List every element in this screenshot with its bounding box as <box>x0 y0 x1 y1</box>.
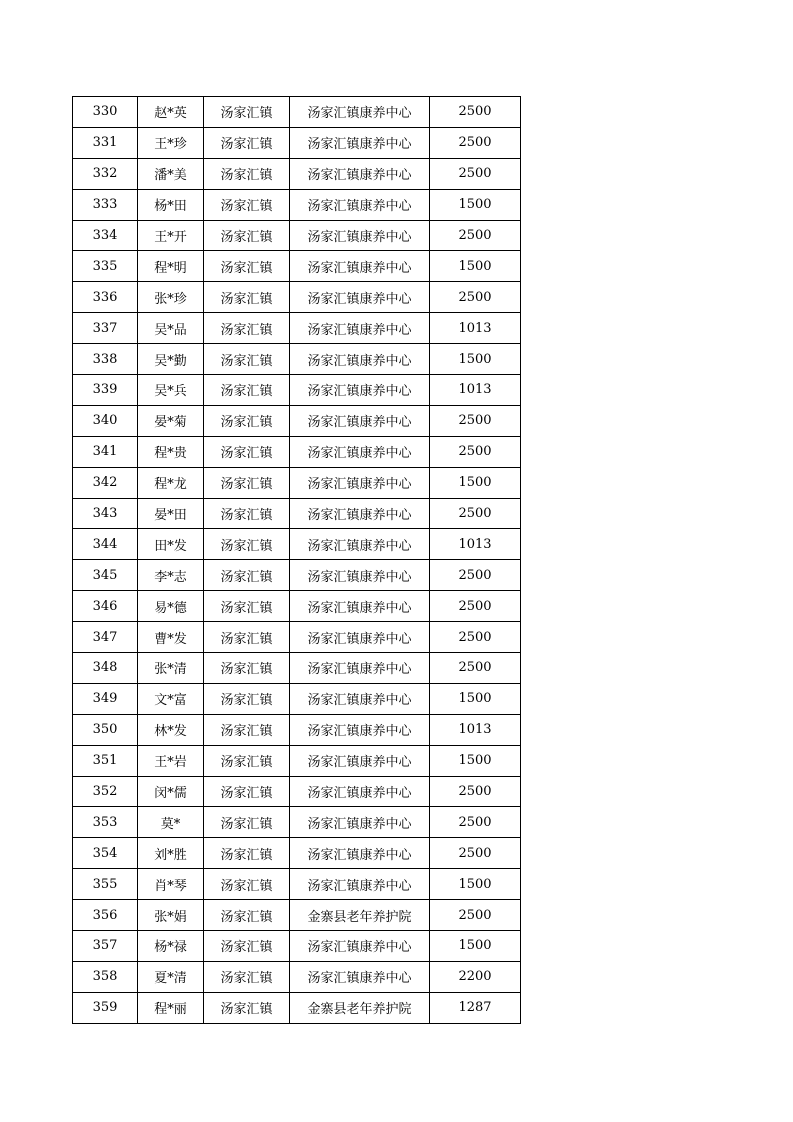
table-row <box>73 313 521 344</box>
cell-town: 汤家汇镇 <box>204 961 290 992</box>
table-row <box>73 560 521 591</box>
cell-institution: 汤家汇镇康养中心 <box>290 158 430 189</box>
cell-town: 汤家汇镇 <box>204 251 290 282</box>
cell-name: 张*娟 <box>138 900 204 931</box>
table-row <box>73 405 521 436</box>
cell-number: 356 <box>73 900 138 931</box>
table-row <box>73 189 521 220</box>
table-row <box>73 900 521 931</box>
cell-town: 汤家汇镇 <box>204 282 290 313</box>
table-row <box>73 344 521 375</box>
cell-number: 346 <box>73 591 138 622</box>
cell-number: 341 <box>73 436 138 467</box>
cell-name: 王*珍 <box>138 127 204 158</box>
cell-number: 339 <box>73 375 138 406</box>
cell-name: 莫* <box>138 807 204 838</box>
cell-town: 汤家汇镇 <box>204 436 290 467</box>
cell-name: 文*富 <box>138 683 204 714</box>
cell-town: 汤家汇镇 <box>204 375 290 406</box>
table-row <box>73 807 521 838</box>
cell-number: 350 <box>73 714 138 745</box>
table-row <box>73 869 521 900</box>
cell-town: 汤家汇镇 <box>204 127 290 158</box>
table-row <box>73 375 521 406</box>
cell-number: 336 <box>73 282 138 313</box>
table-row <box>73 220 521 251</box>
cell-name: 吴*勤 <box>138 344 204 375</box>
cell-town: 汤家汇镇 <box>204 776 290 807</box>
cell-number: 355 <box>73 869 138 900</box>
cell-amount: 2500 <box>430 776 521 807</box>
cell-amount: 1500 <box>430 251 521 282</box>
table-row <box>73 776 521 807</box>
cell-amount: 2500 <box>430 560 521 591</box>
cell-town: 汤家汇镇 <box>204 869 290 900</box>
cell-name: 李*志 <box>138 560 204 591</box>
cell-town: 汤家汇镇 <box>204 498 290 529</box>
cell-amount: 1500 <box>430 467 521 498</box>
table-row <box>73 622 521 653</box>
cell-town: 汤家汇镇 <box>204 344 290 375</box>
cell-amount: 1500 <box>430 344 521 375</box>
cell-town: 汤家汇镇 <box>204 807 290 838</box>
cell-amount: 2500 <box>430 653 521 684</box>
cell-number: 347 <box>73 622 138 653</box>
cell-number: 333 <box>73 189 138 220</box>
cell-amount: 1013 <box>430 313 521 344</box>
cell-name: 易*德 <box>138 591 204 622</box>
cell-number: 348 <box>73 653 138 684</box>
cell-number: 337 <box>73 313 138 344</box>
table-row <box>73 436 521 467</box>
cell-name: 潘*美 <box>138 158 204 189</box>
cell-amount: 1500 <box>430 683 521 714</box>
cell-name: 闵*儒 <box>138 776 204 807</box>
cell-institution: 汤家汇镇康养中心 <box>290 282 430 313</box>
cell-town: 汤家汇镇 <box>204 189 290 220</box>
cell-institution: 汤家汇镇康养中心 <box>290 807 430 838</box>
cell-name: 张*珍 <box>138 282 204 313</box>
cell-number: 344 <box>73 529 138 560</box>
cell-town: 汤家汇镇 <box>204 714 290 745</box>
cell-number: 342 <box>73 467 138 498</box>
cell-name: 杨*田 <box>138 189 204 220</box>
cell-institution: 汤家汇镇康养中心 <box>290 127 430 158</box>
cell-town: 汤家汇镇 <box>204 591 290 622</box>
table-row <box>73 683 521 714</box>
table-row <box>73 251 521 282</box>
cell-town: 汤家汇镇 <box>204 97 290 128</box>
cell-amount: 1500 <box>430 869 521 900</box>
table-row <box>73 745 521 776</box>
cell-town: 汤家汇镇 <box>204 992 290 1023</box>
cell-amount: 2500 <box>430 591 521 622</box>
cell-amount: 1013 <box>430 529 521 560</box>
cell-name: 田*发 <box>138 529 204 560</box>
table-row <box>73 127 521 158</box>
cell-amount: 1013 <box>430 714 521 745</box>
cell-name: 程*贵 <box>138 436 204 467</box>
cell-institution: 汤家汇镇康养中心 <box>290 776 430 807</box>
cell-institution: 汤家汇镇康养中心 <box>290 189 430 220</box>
cell-institution: 汤家汇镇康养中心 <box>290 560 430 591</box>
cell-institution: 汤家汇镇康养中心 <box>290 405 430 436</box>
table-row <box>73 931 521 962</box>
table-row <box>73 498 521 529</box>
cell-number: 332 <box>73 158 138 189</box>
cell-name: 程*明 <box>138 251 204 282</box>
cell-number: 331 <box>73 127 138 158</box>
cell-amount: 2500 <box>430 838 521 869</box>
cell-name: 晏*田 <box>138 498 204 529</box>
cell-number: 359 <box>73 992 138 1023</box>
cell-institution: 汤家汇镇康养中心 <box>290 653 430 684</box>
cell-name: 赵*英 <box>138 97 204 128</box>
cell-institution: 汤家汇镇康养中心 <box>290 467 430 498</box>
table-row <box>73 992 521 1023</box>
cell-name: 吴*品 <box>138 313 204 344</box>
table-body <box>73 97 521 1024</box>
cell-number: 335 <box>73 251 138 282</box>
cell-amount: 2500 <box>430 436 521 467</box>
cell-number: 352 <box>73 776 138 807</box>
cell-institution: 汤家汇镇康养中心 <box>290 529 430 560</box>
cell-number: 343 <box>73 498 138 529</box>
table-row <box>73 714 521 745</box>
cell-amount: 2500 <box>430 498 521 529</box>
cell-amount: 2500 <box>430 900 521 931</box>
table-row <box>73 838 521 869</box>
cell-name: 王*岩 <box>138 745 204 776</box>
cell-town: 汤家汇镇 <box>204 220 290 251</box>
cell-institution: 汤家汇镇康养中心 <box>290 436 430 467</box>
cell-amount: 2500 <box>430 405 521 436</box>
cell-institution: 汤家汇镇康养中心 <box>290 838 430 869</box>
cell-number: 345 <box>73 560 138 591</box>
cell-institution: 汤家汇镇康养中心 <box>290 97 430 128</box>
cell-institution: 汤家汇镇康养中心 <box>290 745 430 776</box>
cell-institution: 汤家汇镇康养中心 <box>290 591 430 622</box>
cell-institution: 汤家汇镇康养中心 <box>290 931 430 962</box>
cell-town: 汤家汇镇 <box>204 622 290 653</box>
cell-number: 353 <box>73 807 138 838</box>
cell-name: 夏*清 <box>138 961 204 992</box>
cell-amount: 2500 <box>430 220 521 251</box>
cell-institution: 汤家汇镇康养中心 <box>290 375 430 406</box>
cell-institution: 汤家汇镇康养中心 <box>290 313 430 344</box>
data-table <box>72 96 521 1024</box>
table-row <box>73 529 521 560</box>
cell-town: 汤家汇镇 <box>204 560 290 591</box>
cell-name: 曹*发 <box>138 622 204 653</box>
cell-number: 357 <box>73 931 138 962</box>
cell-institution: 汤家汇镇康养中心 <box>290 714 430 745</box>
cell-town: 汤家汇镇 <box>204 529 290 560</box>
cell-town: 汤家汇镇 <box>204 158 290 189</box>
table-row <box>73 467 521 498</box>
cell-institution: 汤家汇镇康养中心 <box>290 251 430 282</box>
cell-name: 吴*兵 <box>138 375 204 406</box>
cell-amount: 1500 <box>430 931 521 962</box>
cell-name: 程*丽 <box>138 992 204 1023</box>
cell-number: 349 <box>73 683 138 714</box>
cell-town: 汤家汇镇 <box>204 838 290 869</box>
cell-amount: 2200 <box>430 961 521 992</box>
cell-amount: 2500 <box>430 622 521 653</box>
cell-institution: 汤家汇镇康养中心 <box>290 622 430 653</box>
cell-name: 晏*菊 <box>138 405 204 436</box>
cell-amount: 1500 <box>430 189 521 220</box>
cell-town: 汤家汇镇 <box>204 745 290 776</box>
cell-institution: 汤家汇镇康养中心 <box>290 498 430 529</box>
cell-name: 刘*胜 <box>138 838 204 869</box>
cell-number: 354 <box>73 838 138 869</box>
cell-name: 林*发 <box>138 714 204 745</box>
cell-amount: 2500 <box>430 97 521 128</box>
cell-amount: 2500 <box>430 158 521 189</box>
cell-institution: 汤家汇镇康养中心 <box>290 220 430 251</box>
cell-amount: 2500 <box>430 807 521 838</box>
cell-institution: 金寨县老年养护院 <box>290 992 430 1023</box>
table-row <box>73 97 521 128</box>
cell-town: 汤家汇镇 <box>204 313 290 344</box>
cell-name: 程*龙 <box>138 467 204 498</box>
cell-town: 汤家汇镇 <box>204 653 290 684</box>
cell-number: 334 <box>73 220 138 251</box>
cell-amount: 2500 <box>430 127 521 158</box>
table-row <box>73 282 521 313</box>
cell-town: 汤家汇镇 <box>204 467 290 498</box>
cell-town: 汤家汇镇 <box>204 900 290 931</box>
cell-town: 汤家汇镇 <box>204 931 290 962</box>
cell-institution: 汤家汇镇康养中心 <box>290 344 430 375</box>
cell-number: 338 <box>73 344 138 375</box>
cell-name: 肖*琴 <box>138 869 204 900</box>
table-row <box>73 158 521 189</box>
cell-amount: 1013 <box>430 375 521 406</box>
cell-institution: 汤家汇镇康养中心 <box>290 961 430 992</box>
cell-amount: 2500 <box>430 282 521 313</box>
cell-amount: 1287 <box>430 992 521 1023</box>
cell-town: 汤家汇镇 <box>204 683 290 714</box>
cell-number: 340 <box>73 405 138 436</box>
cell-institution: 汤家汇镇康养中心 <box>290 683 430 714</box>
table-row <box>73 961 521 992</box>
table-row <box>73 591 521 622</box>
cell-name: 张*清 <box>138 653 204 684</box>
cell-name: 杨*禄 <box>138 931 204 962</box>
cell-amount: 1500 <box>430 745 521 776</box>
cell-number: 351 <box>73 745 138 776</box>
cell-number: 358 <box>73 961 138 992</box>
cell-institution: 汤家汇镇康养中心 <box>290 869 430 900</box>
cell-town: 汤家汇镇 <box>204 405 290 436</box>
table-row <box>73 653 521 684</box>
cell-number: 330 <box>73 97 138 128</box>
cell-institution: 金寨县老年养护院 <box>290 900 430 931</box>
cell-name: 王*开 <box>138 220 204 251</box>
